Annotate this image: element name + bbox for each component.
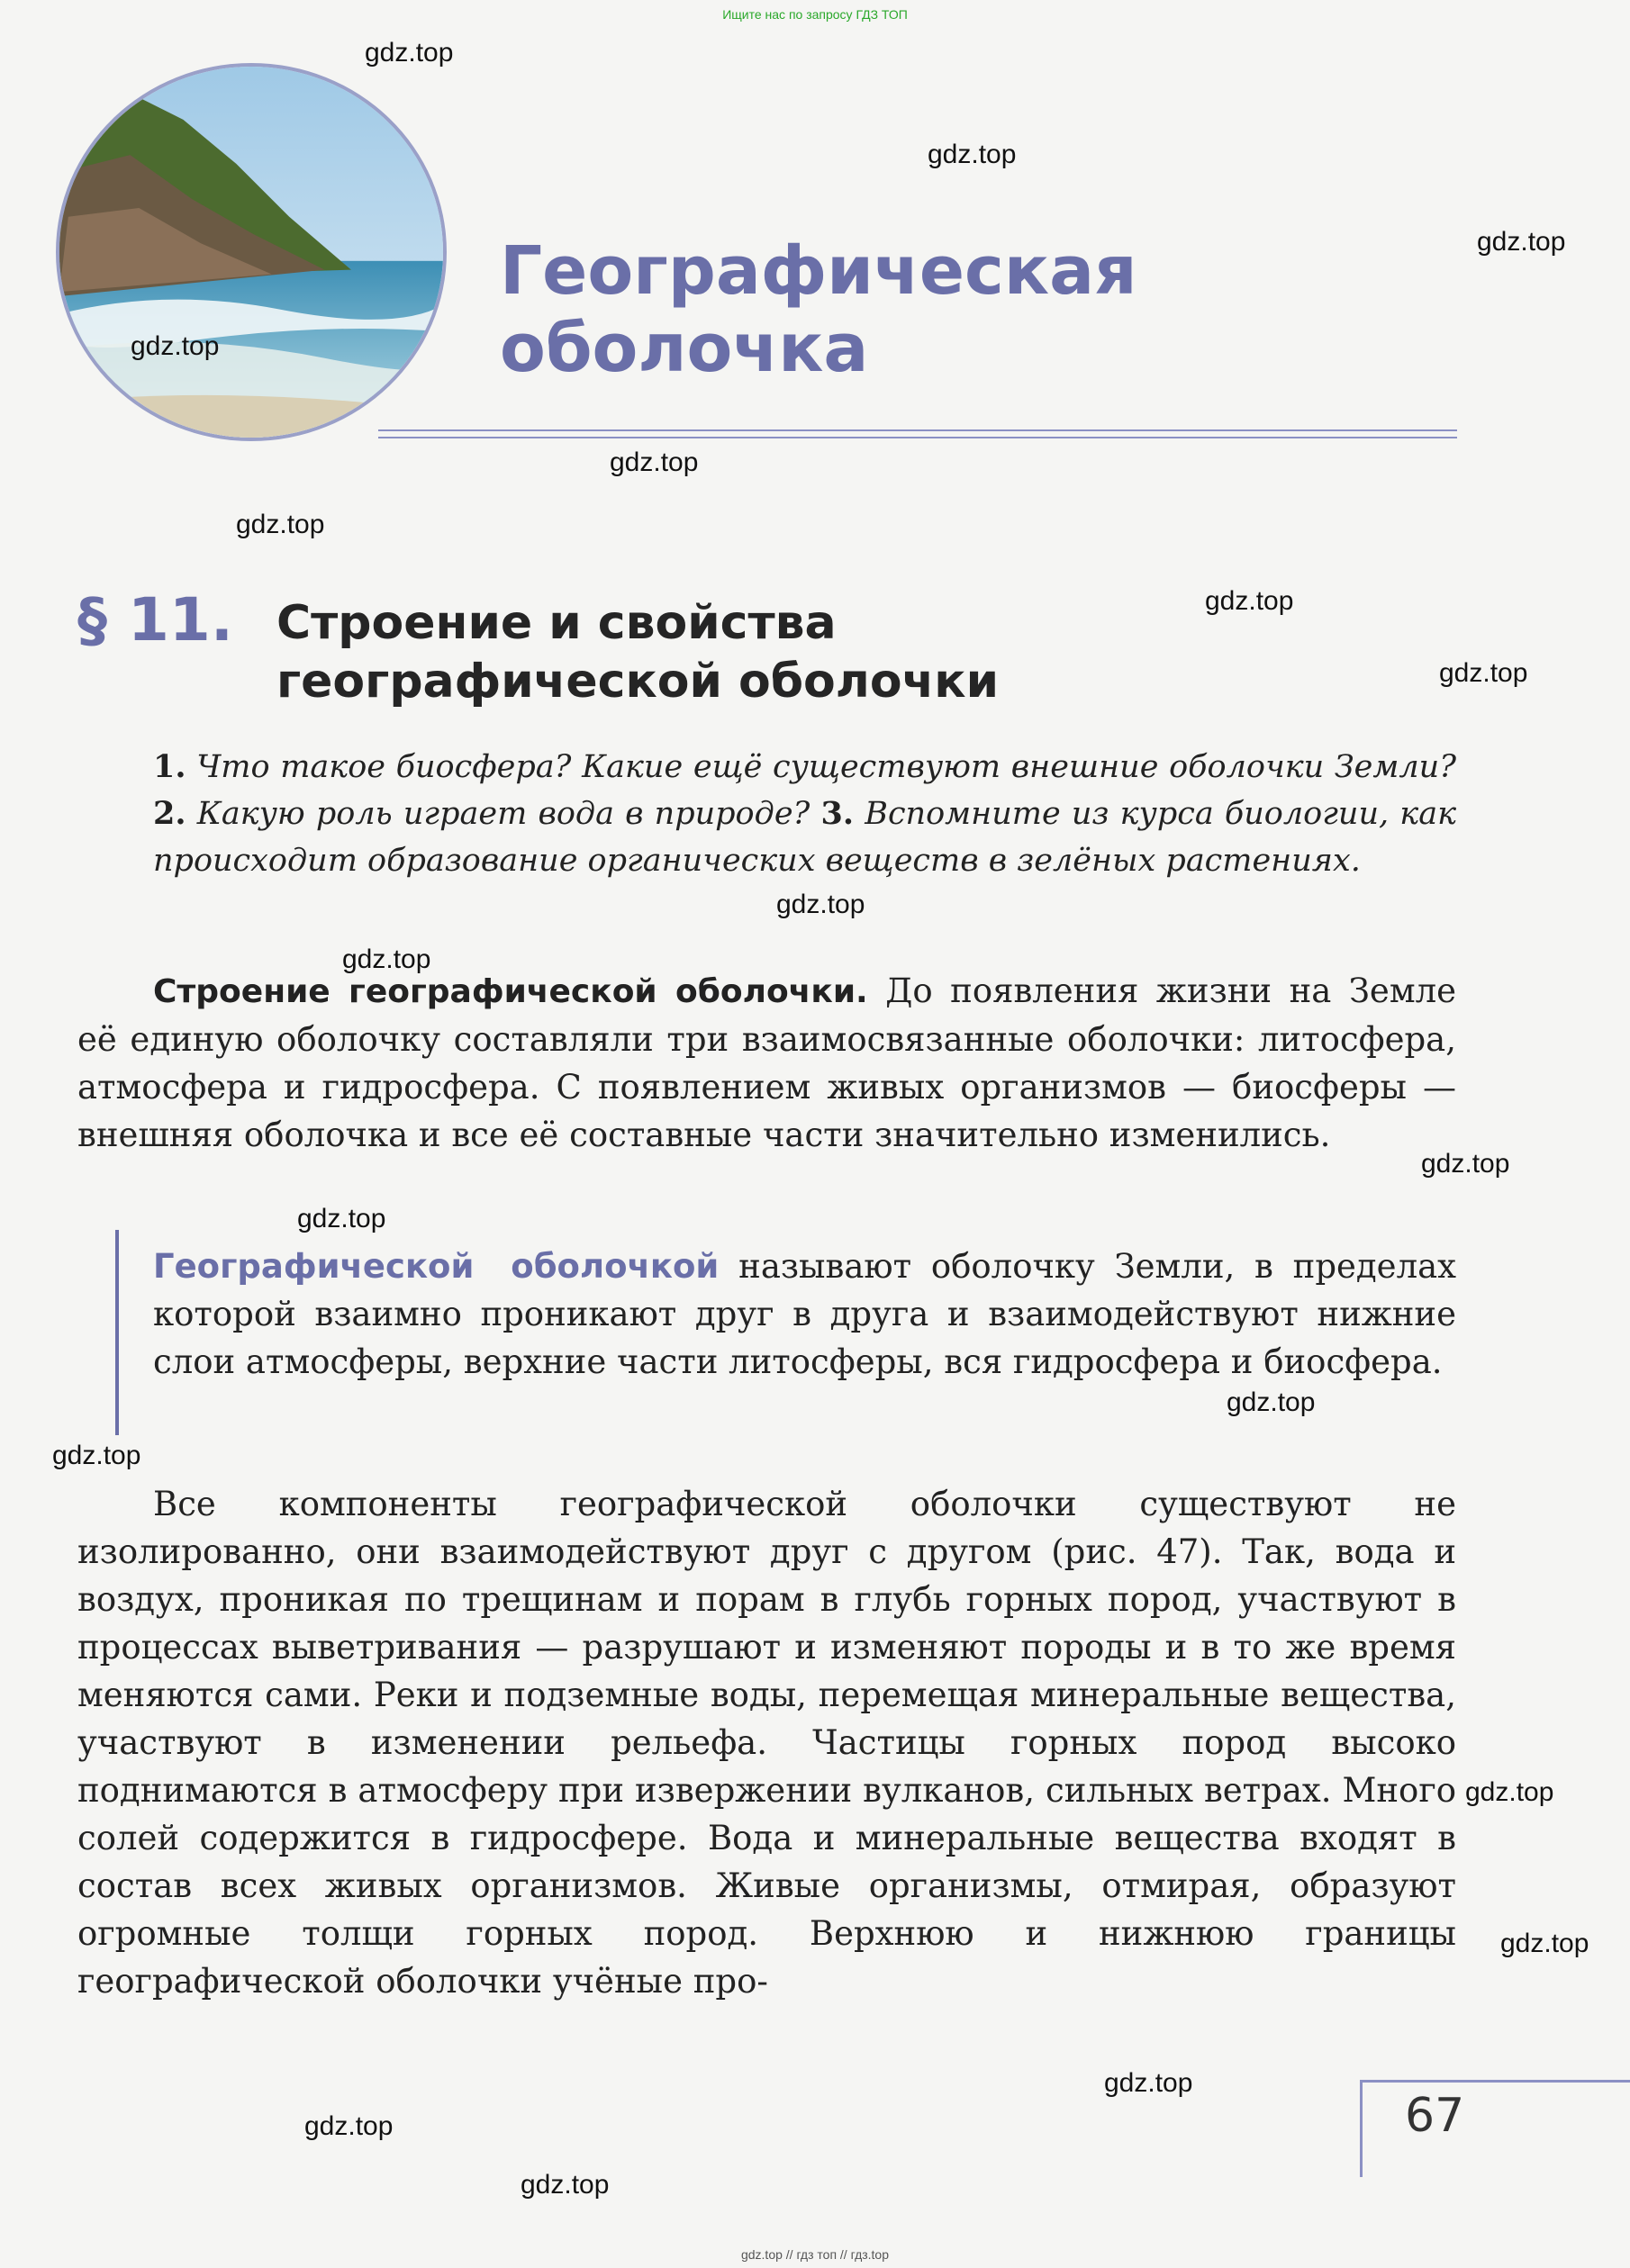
- watermark: gdz.top: [236, 510, 325, 539]
- chapter-photo: [56, 63, 447, 441]
- watermark: gdz.top: [776, 890, 865, 919]
- question-1-number: 1.: [153, 748, 186, 785]
- paragraph-structure-text: До появления жизни на Земле её единую оболочку составляли три взаимосвязанные оболочки: литосфера, атмосфера и гидросфера. С появлением живых организмов — биосферы — внешняя оболочка и все её составные части значительно изменились.: [77, 971, 1457, 1154]
- watermark: gdz.top: [297, 1204, 386, 1233]
- watermark: gdz.top: [1421, 1149, 1510, 1179]
- watermark: gdz.top: [1500, 1929, 1589, 1958]
- definition-term: Географической оболочкой: [153, 1247, 720, 1286]
- review-questions: [153, 744, 1456, 884]
- watermark: gdz.top: [131, 331, 220, 361]
- page-number: 67: [1405, 2089, 1465, 2143]
- watermark: gdz.top: [1227, 1387, 1316, 1417]
- watermark: gdz.top: [1465, 1777, 1554, 1807]
- coast-photo-illustration: [59, 67, 443, 438]
- question-3-number: 3.: [820, 795, 855, 832]
- watermark: gdz.top: [342, 944, 431, 974]
- paragraph-structure: [77, 967, 1456, 1159]
- section-title: Строение и свойства географической оболочки: [276, 596, 1000, 709]
- definition-block: [153, 1242, 1456, 1386]
- definition-bar: [115, 1230, 119, 1435]
- watermark: gdz.top: [521, 2170, 610, 2200]
- watermark: gdz.top: [610, 447, 699, 477]
- watermark: gdz.top: [928, 140, 1017, 169]
- definition-text: называют оболочку Земли, в пределах которой взаимно проникают друг в друга и взаимодействуют нижние слои атмосферы, верхние части литосферы, вся гидросфера и биосфера.: [153, 1247, 1457, 1381]
- watermark: gdz.top: [1439, 658, 1528, 688]
- bottom-banner[interactable]: gdz.top // гдз топ // гдз.top: [740, 2247, 890, 2262]
- section-number: § 11.: [77, 585, 233, 655]
- watermark: gdz.top: [52, 1441, 141, 1470]
- watermark: gdz.top: [1205, 586, 1294, 616]
- watermark: gdz.top: [1104, 2068, 1193, 2098]
- question-1: Что такое биосфера? Какие ещё существуют внешние оболочки Земли?: [196, 749, 1456, 785]
- page-number-frame: [1360, 2080, 1630, 2177]
- top-banner[interactable]: Ищите нас по запросу ГДЗ ТОП: [722, 7, 908, 22]
- chapter-divider: [378, 429, 1457, 438]
- chapter-title: Географическая оболочка: [500, 232, 1137, 387]
- watermark: gdz.top: [304, 2111, 394, 2141]
- watermark: gdz.top: [1477, 227, 1566, 257]
- paragraph-lead: Строение географической оболочки.: [153, 973, 868, 1010]
- watermark: gdz.top: [365, 38, 454, 68]
- paragraph-components: Все компоненты географической оболочки существуют не изолированно, они взаимодействуют друг с другом (рис. 47). Так, вода и воздух, проникая по трещинам и порам в глубь горных пород, участвуют в процессах выветривания — разрушают и изменяют породы и в то же время меняются сами. Реки и подземные воды, перемещая минеральные вещества, участвуют в изменении рельефа. Частицы горных пород высоко поднимаются в атмосферу при извержении вулканов, сильных ветрах. Много солей содержится в гидросфере. Вода и минеральные вещества входят в состав всех живых организмов. Живые организмы, отмирая, образуют огромные толщи горных пород. Верхнюю и нижнюю границы географической оболочки учёные про-: [77, 1485, 1456, 2001]
- question-2-number: 2.: [153, 795, 186, 832]
- question-2: Какую роль играет вода в природе?: [196, 796, 810, 832]
- question-3: Вспомните из курса биологии, как происходит образование органических веществ в зелёных растениях.: [153, 796, 1456, 879]
